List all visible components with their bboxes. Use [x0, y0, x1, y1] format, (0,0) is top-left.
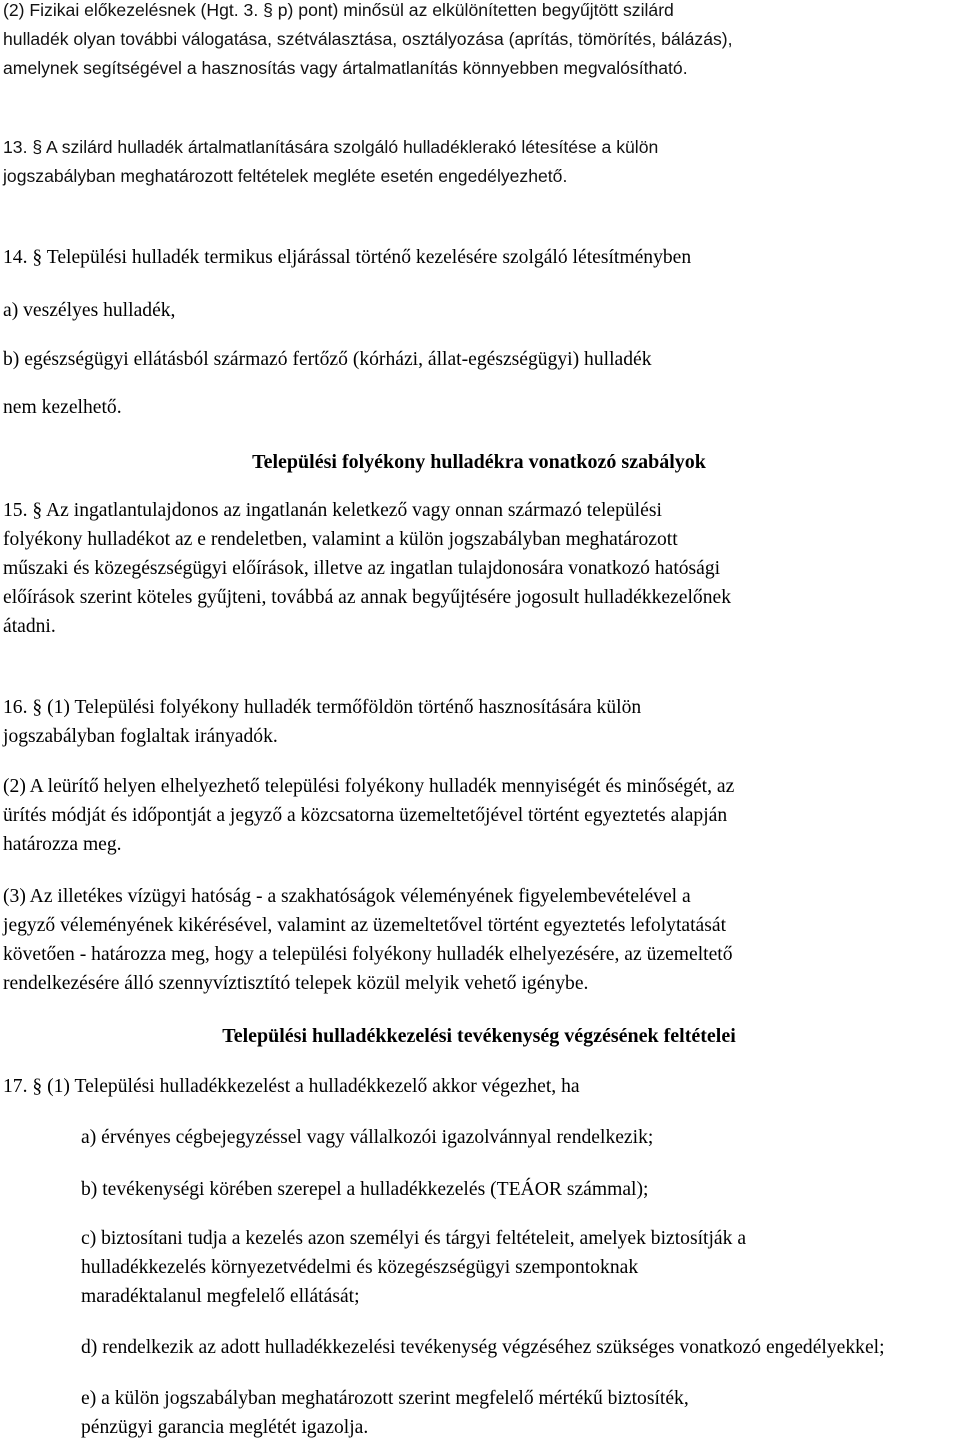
- section-heading: Települési folyékony hulladékra vonatkozó szabályok: [252, 451, 706, 473]
- text-line: maradéktalanul megfelelő ellátását;: [81, 1286, 360, 1307]
- paragraph-15: [3, 496, 955, 641]
- paragraph-14: [3, 243, 955, 272]
- paragraph-14-end: [3, 393, 955, 422]
- paragraph-16-2: [3, 772, 955, 859]
- paragraph-12-2: [3, 0, 955, 83]
- paragraph-17-a: [81, 1123, 955, 1152]
- section-heading: Települési hulladékkezelési tevékenység végzésének feltételei: [222, 1025, 736, 1047]
- paragraph-17-1: [3, 1072, 955, 1101]
- text-line: e) a külön jogszabályban meghatározott szerint megfelelő mértékű biztosíték,: [81, 1388, 689, 1409]
- text-line: b) tevékenységi körében szerepel a hulladékkezelés (TEÁOR számmal);: [81, 1179, 649, 1200]
- text-line: hulladék olyan további válogatása, szétválasztása, osztályozása (aprítás, tömörítés, bálázás),: [3, 29, 733, 49]
- text-line: határozza meg.: [3, 834, 122, 855]
- text-line: (2) A leürítő helyen elhelyezhető települési folyékony hulladék mennyiségét és minőségét, az: [3, 776, 735, 797]
- text-line: követően - határozza meg, hogy a települési folyékony hulladék elhelyezésére, az üzemeltető: [3, 944, 733, 965]
- paragraph-17-e: [81, 1384, 955, 1442]
- text-line: b) egészségügyi ellátásból származó fertőző (kórházi, állat-egészségügyi) hulladék: [3, 349, 652, 370]
- paragraph-17-c: [81, 1224, 955, 1311]
- text-line: nem kezelhető.: [3, 397, 122, 418]
- paragraph-16-3: [3, 882, 955, 998]
- text-line: (2) Fizikai előkezelésnek (Hgt. 3. § p) pont) minősül az elkülönítetten begyűjtött szilárd: [3, 0, 674, 20]
- paragraph-17-d: [81, 1333, 955, 1362]
- paragraph-17-b: [81, 1175, 955, 1204]
- text-line: pénzügyi garancia meglétét igazolja.: [81, 1417, 369, 1438]
- paragraph-13: [3, 133, 955, 191]
- text-line: a) veszélyes hulladék,: [3, 300, 176, 321]
- paragraph-14-b: [3, 345, 955, 374]
- text-line: a) érvényes cégbejegyzéssel vagy vállalkozói igazolvánnyal rendelkezik;: [81, 1127, 654, 1148]
- text-line: 15. § Az ingatlantulajdonos az ingatlanán keletkező vagy onnan származó települési: [3, 500, 662, 521]
- text-line: c) biztosítani tudja a kezelés azon személyi és tárgyi feltételeit, amelyek biztosítják a: [81, 1228, 747, 1249]
- text-line: átadni.: [3, 616, 56, 637]
- text-line: 13. § A szilárd hulladék ártalmatlanítására szolgáló hulladéklerakó létesítése a külön: [3, 137, 659, 157]
- text-line: jogszabályban foglaltak irányadók.: [3, 726, 278, 747]
- text-line: hulladékkezelés környezetvédelmi és közegészségügyi szempontoknak: [81, 1257, 639, 1278]
- text-line: 17. § (1) Települési hulladékkezelést a hulladékkezelő akkor végezhet, ha: [3, 1076, 580, 1097]
- paragraph-14-a: [3, 296, 955, 325]
- text-line: rendelkezésére álló szennyvíztisztító telepek közül melyik vehető igénybe.: [3, 973, 589, 994]
- text-line: 16. § (1) Települési folyékony hulladék termőföldön történő hasznosítására külön: [3, 697, 642, 718]
- text-line: 14. § Települési hulladék termikus eljárással történő kezelésére szolgáló létesítményben: [3, 247, 692, 268]
- text-line: d) rendelkezik az adott hulladékkezelési tevékenység végzéséhez szükséges vonatkozó engedélyekkel;: [81, 1337, 885, 1358]
- text-line: jogszabályban meghatározott feltételek megléte esetén engedélyezhető.: [3, 166, 568, 186]
- text-line: előírások szerint köteles gyűjteni, továbbá az annak begyűjtésére jogosult hulladékkezelőnek: [3, 587, 731, 608]
- text-line: folyékony hulladékot az e rendeletben, valamint a külön jogszabályban meghatározott: [3, 529, 678, 550]
- text-line: műszaki és közegészségügyi előírások, illetve az ingatlan tulajdonosára vonatkozó hatósági: [3, 558, 721, 579]
- text-line: jegyző véleményének kikérésével, valamint az üzemeltetővel történt egyeztetés lefolytatását: [3, 915, 727, 936]
- text-line: amelynek segítségével a hasznosítás vagy ártalmatlanítás könnyebben megvalósítható.: [3, 58, 688, 78]
- text-line: ürítés módját és időpontját a jegyző a közcsatorna üzemeltetőjével történt egyeztetés alapján: [3, 805, 728, 826]
- text-line: (3) Az illetékes vízügyi hatóság - a szakhatóságok véleményének figyelembevételével a: [3, 886, 691, 907]
- paragraph-16-1: [3, 693, 955, 751]
